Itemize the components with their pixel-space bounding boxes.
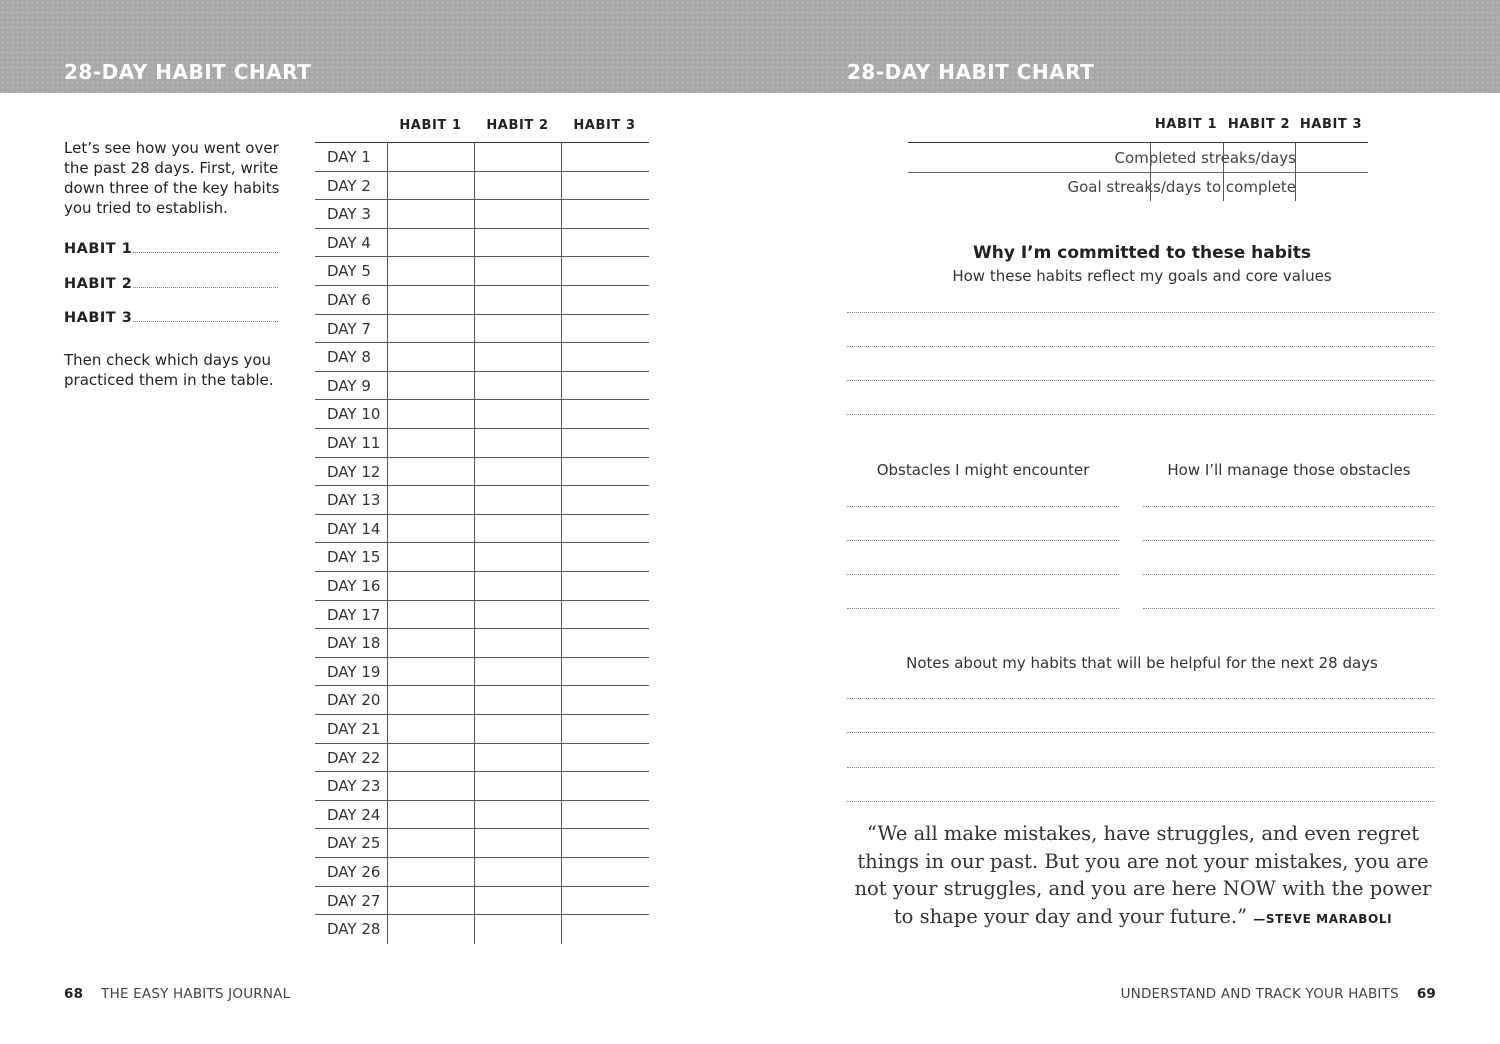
table-column-divider bbox=[474, 142, 475, 944]
table-row bbox=[315, 744, 649, 773]
habit-1-check-cell[interactable] bbox=[387, 887, 474, 915]
left-page-title: 28-DAY HABIT CHART bbox=[64, 60, 312, 84]
right-page bbox=[750, 0, 1500, 1044]
habit-2-check-cell[interactable] bbox=[474, 915, 561, 944]
table-row bbox=[315, 686, 649, 715]
habit-2-check-cell[interactable] bbox=[474, 486, 561, 514]
day-label: DAY 6 bbox=[327, 291, 371, 309]
commitment-subtitle: How these habits reflect my goals and core values bbox=[952, 267, 1332, 285]
table-row bbox=[315, 601, 649, 630]
habit-3-check-cell[interactable] bbox=[561, 829, 648, 857]
habit-2-write-line[interactable] bbox=[133, 277, 278, 288]
habit-1-check-cell[interactable] bbox=[387, 829, 474, 857]
habit-1-check-cell[interactable] bbox=[387, 429, 474, 457]
habit-2-check-cell[interactable] bbox=[474, 372, 561, 400]
habit-1-label: HABIT 1 bbox=[64, 241, 133, 257]
table-row bbox=[315, 486, 649, 515]
right-page-number: 69 bbox=[1416, 986, 1436, 1002]
habit-3-check-cell[interactable] bbox=[561, 515, 648, 543]
habit-1-check-cell[interactable] bbox=[387, 257, 474, 285]
summary-column-divider bbox=[1295, 143, 1296, 201]
habit-2-check-cell[interactable] bbox=[474, 515, 561, 543]
table-row bbox=[315, 143, 649, 172]
habit-2-label: HABIT 2 bbox=[64, 276, 133, 292]
habit-2-check-cell[interactable] bbox=[474, 229, 561, 257]
habit-3-check-cell[interactable] bbox=[561, 543, 648, 571]
summary-header-habit-2: HABIT 2 bbox=[1227, 117, 1291, 132]
table-row bbox=[315, 257, 649, 286]
habit-2-line bbox=[64, 276, 278, 292]
habit-3-check-cell[interactable] bbox=[561, 744, 648, 772]
habit-1-check-cell[interactable] bbox=[387, 772, 474, 800]
day-label: DAY 17 bbox=[327, 605, 381, 624]
day-label: DAY 10 bbox=[327, 405, 381, 424]
commitment-write-line[interactable] bbox=[847, 414, 1435, 415]
table-header-habit-2: HABIT 2 bbox=[486, 118, 549, 133]
habit-3-write-line[interactable] bbox=[133, 311, 278, 322]
day-label: DAY 22 bbox=[327, 748, 381, 767]
section-title: UNDERSTAND AND TRACK YOUR HABITS bbox=[1120, 986, 1399, 1002]
habit-1-check-cell[interactable] bbox=[387, 343, 474, 371]
quote-text: “We all make mistakes, have struggles, and even regret things in our past. But you are not your mistakes, you are not your struggles, and you are here NOW with the power to shape your day and your future.” bbox=[854, 822, 1432, 928]
habit-2-check-cell[interactable] bbox=[474, 400, 561, 428]
table-row bbox=[315, 887, 649, 916]
right-page-title: 28-DAY HABIT CHART bbox=[847, 60, 1095, 84]
table-row bbox=[315, 801, 649, 830]
day-label: DAY 12 bbox=[327, 462, 381, 481]
habit-3-check-cell[interactable] bbox=[561, 572, 648, 600]
habit-3-check-cell[interactable] bbox=[561, 200, 648, 228]
habit-1-check-cell[interactable] bbox=[387, 744, 474, 772]
summary-header-habit-1: HABIT 1 bbox=[1154, 117, 1218, 132]
habit-2-check-cell[interactable] bbox=[474, 858, 561, 886]
habit-2-check-cell[interactable] bbox=[474, 572, 561, 600]
day-label: DAY 14 bbox=[327, 519, 381, 538]
habit-2-check-cell[interactable] bbox=[474, 772, 561, 800]
habit-2-check-cell[interactable] bbox=[474, 829, 561, 857]
habit-1-check-cell[interactable] bbox=[387, 543, 474, 571]
habit-3-line bbox=[64, 310, 278, 326]
day-label: DAY 26 bbox=[327, 863, 381, 881]
habit-3-check-cell[interactable] bbox=[561, 629, 648, 657]
day-label: DAY 23 bbox=[327, 777, 381, 796]
obstacle-write-line[interactable] bbox=[847, 506, 1119, 507]
left-page-number: 68 bbox=[64, 986, 84, 1002]
habit-2-check-cell[interactable] bbox=[474, 658, 561, 686]
table-row bbox=[315, 515, 649, 544]
table-row bbox=[315, 658, 649, 687]
day-label: DAY 27 bbox=[327, 891, 381, 910]
habit-3-check-cell[interactable] bbox=[561, 257, 648, 285]
habit-1-check-cell[interactable] bbox=[387, 286, 474, 314]
table-row bbox=[315, 372, 649, 401]
habit-1-check-cell[interactable] bbox=[387, 858, 474, 886]
habit-1-check-cell[interactable] bbox=[387, 515, 474, 543]
habit-3-check-cell[interactable] bbox=[561, 658, 648, 686]
day-label: DAY 18 bbox=[327, 634, 381, 653]
right-footer bbox=[1121, 986, 1436, 1002]
habit-1-check-cell[interactable] bbox=[387, 315, 474, 343]
table-row bbox=[315, 429, 649, 458]
table-row bbox=[315, 229, 649, 258]
habit-2-check-cell[interactable] bbox=[474, 744, 561, 772]
table-row bbox=[315, 172, 649, 201]
day-label: DAY 13 bbox=[327, 491, 381, 510]
table-row bbox=[315, 715, 649, 744]
left-footer bbox=[64, 986, 290, 1002]
habit-1-check-cell[interactable] bbox=[387, 458, 474, 486]
habit-2-check-cell[interactable] bbox=[474, 286, 561, 314]
obstacle-write-line[interactable] bbox=[847, 540, 1119, 541]
summary-label-completed: Completed streaks/days bbox=[1114, 149, 1296, 167]
day-label: DAY 3 bbox=[327, 205, 371, 224]
table-column-divider bbox=[561, 142, 562, 944]
habit-2-check-cell[interactable] bbox=[474, 601, 561, 629]
habit-1-check-cell[interactable] bbox=[387, 229, 474, 257]
summary-label-goal: Goal streaks/days to complete bbox=[1067, 178, 1296, 196]
table-row bbox=[315, 629, 649, 658]
habit-3-check-cell[interactable] bbox=[561, 286, 648, 314]
habit-3-check-cell[interactable] bbox=[561, 172, 648, 200]
obstacle-write-line[interactable] bbox=[847, 574, 1119, 575]
day-label: DAY 4 bbox=[327, 233, 371, 252]
habit-1-check-cell[interactable] bbox=[387, 658, 474, 686]
book-title: THE EASY HABITS JOURNAL bbox=[101, 986, 291, 1002]
table-row bbox=[315, 543, 649, 572]
habit-3-check-cell[interactable] bbox=[561, 772, 648, 800]
table-row bbox=[315, 315, 649, 344]
day-label: DAY 5 bbox=[327, 262, 371, 281]
table-header-habit-3: HABIT 3 bbox=[573, 118, 636, 133]
table-column-divider bbox=[387, 142, 388, 944]
habit-3-check-cell[interactable] bbox=[561, 486, 648, 514]
day-label: DAY 15 bbox=[327, 548, 381, 567]
day-label: DAY 28 bbox=[327, 920, 381, 939]
manage-write-line[interactable] bbox=[1143, 574, 1435, 575]
day-label: DAY 9 bbox=[327, 376, 371, 395]
day-label: DAY 1 bbox=[327, 148, 371, 166]
habit-1-check-cell[interactable] bbox=[387, 601, 474, 629]
habit-2-check-cell[interactable] bbox=[474, 686, 561, 714]
commitment-write-line[interactable] bbox=[847, 312, 1435, 313]
notes-title: Notes about my habits that will be helpful for the next 28 days bbox=[906, 654, 1378, 672]
obstacle-write-line[interactable] bbox=[847, 608, 1119, 609]
intro-paragraph: Let’s see how you went over the past 28 days. First, write down three of the key habits you tried to establish. bbox=[64, 139, 280, 217]
habit-2-check-cell[interactable] bbox=[474, 315, 561, 343]
habit-3-check-cell[interactable] bbox=[561, 343, 648, 371]
obstacles-title: Obstacles I might encounter bbox=[876, 461, 1090, 479]
notes-write-line[interactable] bbox=[847, 698, 1435, 699]
table-row bbox=[315, 829, 649, 858]
habit-2-check-cell[interactable] bbox=[474, 801, 561, 829]
habit-3-check-cell[interactable] bbox=[561, 229, 648, 257]
check-instruction: Then check which days you practiced them in the table. bbox=[64, 351, 274, 389]
habit-3-check-cell[interactable] bbox=[561, 429, 648, 457]
quote-author: —STEVE MARABOLI bbox=[1253, 911, 1393, 926]
habit-2-check-cell[interactable] bbox=[474, 629, 561, 657]
table-row bbox=[315, 572, 649, 601]
habit-3-label: HABIT 3 bbox=[64, 310, 133, 326]
manage-write-line[interactable] bbox=[1143, 540, 1435, 541]
habit-1-check-cell[interactable] bbox=[387, 801, 474, 829]
table-row bbox=[315, 915, 649, 944]
habit-1-check-cell[interactable] bbox=[387, 143, 474, 171]
table-row bbox=[315, 458, 649, 487]
habit-1-check-cell[interactable] bbox=[387, 715, 474, 743]
habit-1-check-cell[interactable] bbox=[387, 686, 474, 714]
table-row bbox=[315, 343, 649, 372]
habit-2-check-cell[interactable] bbox=[474, 543, 561, 571]
day-label: DAY 20 bbox=[327, 691, 381, 710]
habit-1-check-cell[interactable] bbox=[387, 200, 474, 228]
manage-obstacles-title: How I’ll manage those obstacles bbox=[1167, 461, 1411, 479]
day-label: DAY 7 bbox=[327, 319, 371, 338]
habit-3-check-cell[interactable] bbox=[561, 143, 648, 171]
habit-3-check-cell[interactable] bbox=[561, 458, 648, 486]
table-row bbox=[315, 400, 649, 429]
habit-3-check-cell[interactable] bbox=[561, 915, 648, 944]
commitment-title: Why I’m committed to these habits bbox=[972, 243, 1312, 263]
habit-2-check-cell[interactable] bbox=[474, 887, 561, 915]
quote-block bbox=[847, 820, 1439, 933]
day-label: DAY 2 bbox=[327, 176, 371, 195]
habit-1-check-cell[interactable] bbox=[387, 572, 474, 600]
habit-2-check-cell[interactable] bbox=[474, 715, 561, 743]
habit-3-check-cell[interactable] bbox=[561, 400, 648, 428]
habit-2-check-cell[interactable] bbox=[474, 343, 561, 371]
notes-write-line[interactable] bbox=[847, 801, 1435, 802]
habit-1-check-cell[interactable] bbox=[387, 172, 474, 200]
habit-1-check-cell[interactable] bbox=[387, 629, 474, 657]
habit-3-check-cell[interactable] bbox=[561, 887, 648, 915]
habit-1-check-cell[interactable] bbox=[387, 400, 474, 428]
habit-1-write-line[interactable] bbox=[133, 242, 278, 253]
habit-3-check-cell[interactable] bbox=[561, 315, 648, 343]
day-label: DAY 11 bbox=[327, 434, 381, 452]
habit-3-check-cell[interactable] bbox=[561, 372, 648, 400]
commitment-write-line[interactable] bbox=[847, 380, 1435, 381]
manage-write-line[interactable] bbox=[1143, 506, 1435, 507]
habit-2-check-cell[interactable] bbox=[474, 257, 561, 285]
habit-2-check-cell[interactable] bbox=[474, 200, 561, 228]
table-row bbox=[315, 772, 649, 801]
habit-3-check-cell[interactable] bbox=[561, 686, 648, 714]
habit-2-check-cell[interactable] bbox=[474, 143, 561, 171]
day-label: DAY 25 bbox=[327, 834, 381, 853]
habit-3-check-cell[interactable] bbox=[561, 715, 648, 743]
habit-3-check-cell[interactable] bbox=[561, 601, 648, 629]
summary-row-goal bbox=[908, 172, 1368, 201]
summary-column-divider bbox=[1150, 143, 1151, 201]
habit-1-line bbox=[64, 241, 278, 257]
habit-1-check-cell[interactable] bbox=[387, 915, 474, 944]
habit-2-check-cell[interactable] bbox=[474, 429, 561, 457]
habit-2-check-cell[interactable] bbox=[474, 172, 561, 200]
commitment-write-line[interactable] bbox=[847, 346, 1435, 347]
habit-2-check-cell[interactable] bbox=[474, 458, 561, 486]
day-label: DAY 21 bbox=[327, 720, 381, 738]
habit-3-check-cell[interactable] bbox=[561, 858, 648, 886]
table-row bbox=[315, 200, 649, 229]
manage-write-line[interactable] bbox=[1143, 608, 1435, 609]
notes-write-line[interactable] bbox=[847, 732, 1435, 733]
notes-write-line[interactable] bbox=[847, 767, 1435, 768]
habit-1-check-cell[interactable] bbox=[387, 372, 474, 400]
day-label: DAY 19 bbox=[327, 662, 381, 681]
day-label: DAY 24 bbox=[327, 805, 381, 824]
table-row bbox=[315, 858, 649, 887]
summary-header-habit-3: HABIT 3 bbox=[1299, 117, 1363, 132]
table-row bbox=[315, 286, 649, 315]
habit-1-check-cell[interactable] bbox=[387, 486, 474, 514]
day-label: DAY 8 bbox=[327, 348, 371, 367]
summary-row-completed bbox=[908, 143, 1368, 172]
habit-3-check-cell[interactable] bbox=[561, 801, 648, 829]
summary-column-divider bbox=[1223, 143, 1224, 201]
table-header-habit-1: HABIT 1 bbox=[399, 118, 462, 133]
day-label: DAY 16 bbox=[327, 577, 381, 595]
